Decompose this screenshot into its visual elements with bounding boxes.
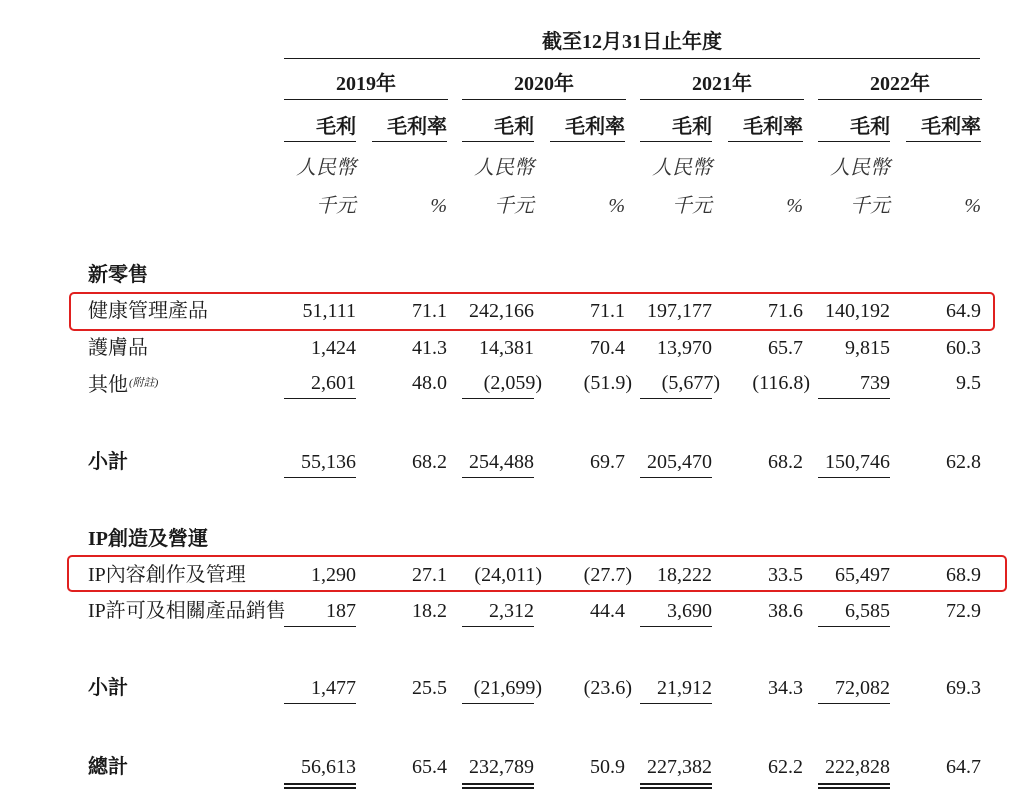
col-margin-header: 毛利率 xyxy=(743,116,803,138)
total-double-rule xyxy=(462,783,534,789)
subtotal-rule xyxy=(818,626,890,627)
cell-profit-2020: 232,789 xyxy=(469,756,534,778)
cell-margin-2021: 33.5 xyxy=(768,564,803,586)
cell-profit-2021: 197,177 xyxy=(647,300,712,322)
total-double-rule xyxy=(640,783,712,789)
cell-margin-2022: 64.9 xyxy=(946,300,981,322)
subtotal-rule xyxy=(284,398,356,399)
cell-margin-2019: 71.1 xyxy=(412,300,447,322)
cell-margin-2022: 68.9 xyxy=(946,564,981,586)
cell-profit-2021: (5,677) xyxy=(661,372,720,394)
cell-margin-2020: (27.7) xyxy=(583,564,632,586)
cell-profit-2019: 1,477 xyxy=(311,677,356,699)
cell-profit-2019: 55,136 xyxy=(301,451,356,473)
cell-margin-2019: 27.1 xyxy=(412,564,447,586)
cell-profit-2021: 227,382 xyxy=(647,756,712,778)
cell-profit-2020: (24,011) xyxy=(474,564,542,586)
cell-profit-2021: 3,690 xyxy=(667,600,712,622)
cell-profit-2021: 21,912 xyxy=(657,677,712,699)
row-label-total: 總計 xyxy=(88,756,128,778)
cell-profit-2020: 2,312 xyxy=(489,600,534,622)
row-label: 健康管理產品 xyxy=(88,300,208,322)
total-double-rule xyxy=(284,783,356,789)
unit-percent: % xyxy=(786,195,803,217)
unit-currency: 人民幣 xyxy=(296,157,356,179)
cell-profit-2021: 205,470 xyxy=(647,451,712,473)
row-label-subtotal: 小計 xyxy=(88,677,128,699)
header-rule xyxy=(284,58,980,59)
cell-profit-2020: 242,166 xyxy=(469,300,534,322)
unit-thousand: 千元 xyxy=(672,195,712,217)
year-rule xyxy=(818,99,982,100)
col-profit-header: 毛利 xyxy=(850,116,890,138)
col-rule xyxy=(818,141,890,142)
cell-margin-2020: 44.4 xyxy=(590,600,625,622)
cell-margin-2019: 18.2 xyxy=(412,600,447,622)
col-rule xyxy=(372,141,447,142)
subtotal-rule xyxy=(284,477,356,478)
subtotal-rule xyxy=(462,626,534,627)
col-rule xyxy=(550,141,625,142)
cell-profit-2020: 14,381 xyxy=(479,337,534,359)
cell-margin-2022: 64.7 xyxy=(946,756,981,778)
year-rule xyxy=(640,99,804,100)
year-2019: 2019年 xyxy=(336,73,396,95)
subtotal-rule xyxy=(462,703,534,704)
footnote-ref: (附註) xyxy=(129,377,159,389)
subtotal-rule xyxy=(818,703,890,704)
col-margin-header: 毛利率 xyxy=(387,116,447,138)
cell-profit-2022: 72,082 xyxy=(835,677,890,699)
cell-profit-2022: 222,828 xyxy=(825,756,890,778)
cell-margin-2020: (23.6) xyxy=(583,677,632,699)
cell-profit-2019: 2,601 xyxy=(311,372,356,394)
cell-margin-2021: 38.6 xyxy=(768,600,803,622)
cell-margin-2021: 62.2 xyxy=(768,756,803,778)
subtotal-rule xyxy=(640,477,712,478)
cell-profit-2019: 1,290 xyxy=(311,564,356,586)
cell-profit-2022: 6,585 xyxy=(845,600,890,622)
cell-profit-2019: 51,111 xyxy=(302,300,356,322)
cell-margin-2022: 72.9 xyxy=(946,600,981,622)
subtotal-rule xyxy=(284,703,356,704)
year-2022: 2022年 xyxy=(870,73,930,95)
cell-margin-2022: 69.3 xyxy=(946,677,981,699)
cell-margin-2020: (51.9) xyxy=(583,372,632,394)
unit-currency: 人民幣 xyxy=(652,157,712,179)
unit-percent: % xyxy=(608,195,625,217)
cell-profit-2022: 739 xyxy=(860,372,890,394)
cell-margin-2019: 41.3 xyxy=(412,337,447,359)
cell-profit-2020: (21,699) xyxy=(473,677,542,699)
cell-margin-2022: 60.3 xyxy=(946,337,981,359)
year-2021: 2021年 xyxy=(692,73,752,95)
cell-profit-2022: 65,497 xyxy=(835,564,890,586)
col-profit-header: 毛利 xyxy=(316,116,356,138)
cell-margin-2019: 65.4 xyxy=(412,756,447,778)
unit-thousand: 千元 xyxy=(850,195,890,217)
cell-margin-2022: 9.5 xyxy=(956,372,981,394)
cell-margin-2019: 68.2 xyxy=(412,451,447,473)
cell-margin-2022: 62.8 xyxy=(946,451,981,473)
row-label: 護膚品 xyxy=(88,337,148,359)
row-label: IP許可及相關產品銷售 xyxy=(88,600,286,622)
col-rule xyxy=(462,141,534,142)
col-margin-header: 毛利率 xyxy=(921,116,981,138)
row-label-text: 其他 xyxy=(88,374,128,396)
col-profit-header: 毛利 xyxy=(494,116,534,138)
year-rule xyxy=(284,99,448,100)
cell-margin-2021: 34.3 xyxy=(768,677,803,699)
col-profit-header: 毛利 xyxy=(672,116,712,138)
subtotal-rule xyxy=(640,398,712,399)
year-rule xyxy=(462,99,626,100)
unit-currency: 人民幣 xyxy=(474,157,534,179)
section-ip: IP創造及營運 xyxy=(88,528,208,550)
unit-currency: 人民幣 xyxy=(830,157,890,179)
unit-percent: % xyxy=(430,195,447,217)
cell-profit-2022: 140,192 xyxy=(825,300,890,322)
year-2020: 2020年 xyxy=(514,73,574,95)
section-new-retail: 新零售 xyxy=(88,264,148,286)
period-title: 截至12月31日止年度 xyxy=(542,31,722,53)
col-margin-header: 毛利率 xyxy=(565,116,625,138)
cell-profit-2019: 187 xyxy=(326,600,356,622)
col-rule xyxy=(640,141,712,142)
cell-margin-2021: 71.6 xyxy=(768,300,803,322)
subtotal-rule xyxy=(462,477,534,478)
row-label: IP內容創作及管理 xyxy=(88,564,246,586)
cell-margin-2020: 69.7 xyxy=(590,451,625,473)
unit-thousand: 千元 xyxy=(494,195,534,217)
cell-margin-2020: 71.1 xyxy=(590,300,625,322)
subtotal-rule xyxy=(462,398,534,399)
cell-profit-2019: 1,424 xyxy=(311,337,356,359)
subtotal-rule xyxy=(284,626,356,627)
subtotal-rule xyxy=(640,703,712,704)
cell-profit-2020: (2,059) xyxy=(483,372,542,394)
cell-profit-2021: 13,970 xyxy=(657,337,712,359)
cell-margin-2020: 70.4 xyxy=(590,337,625,359)
cell-margin-2021: (116.8) xyxy=(752,372,810,394)
cell-profit-2022: 150,746 xyxy=(825,451,890,473)
cell-margin-2019: 25.5 xyxy=(412,677,447,699)
col-rule xyxy=(284,141,356,142)
cell-margin-2021: 68.2 xyxy=(768,451,803,473)
cell-profit-2021: 18,222 xyxy=(657,564,712,586)
row-label xyxy=(88,371,158,397)
highlight-box-health-products xyxy=(69,292,995,331)
cell-margin-2021: 65.7 xyxy=(768,337,803,359)
unit-thousand: 千元 xyxy=(316,195,356,217)
subtotal-rule xyxy=(640,626,712,627)
col-rule xyxy=(906,141,981,142)
highlight-box-ip-content xyxy=(67,555,1007,592)
subtotal-rule xyxy=(818,477,890,478)
unit-percent: % xyxy=(964,195,981,217)
cell-profit-2019: 56,613 xyxy=(301,756,356,778)
cell-profit-2022: 9,815 xyxy=(845,337,890,359)
cell-margin-2019: 48.0 xyxy=(412,372,447,394)
col-rule xyxy=(728,141,803,142)
cell-profit-2020: 254,488 xyxy=(469,451,534,473)
total-double-rule xyxy=(818,783,890,789)
row-label-subtotal: 小計 xyxy=(88,451,128,473)
subtotal-rule xyxy=(818,398,890,399)
cell-margin-2020: 50.9 xyxy=(590,756,625,778)
